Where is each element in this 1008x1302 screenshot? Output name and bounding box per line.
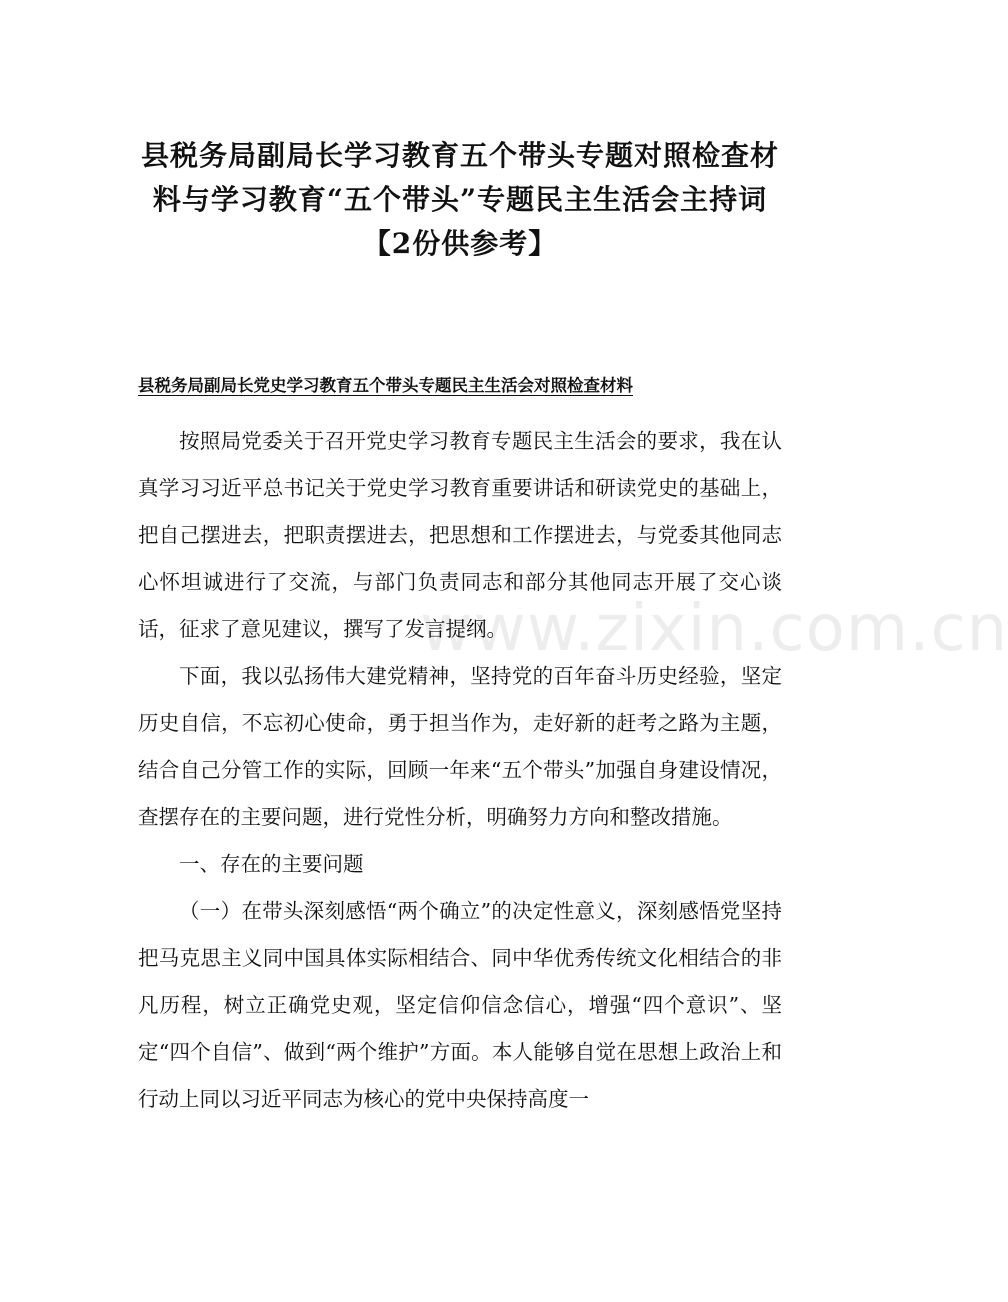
paragraph-theme: 下面，我以弘扬伟大建党精神，坚持党的百年奋斗历史经验，坚定历史自信，不忘初心使命，勇于担当作为，走好新的赶考之路为主题，结合自己分管工作的实际，回顾一年来“五个带头”加强自身建设情况，查摆存在的主要问题，进行党性分析，明确努力方向和整改措施。	[138, 664, 782, 829]
paragraph-problem-one: （一）在带头深刻感悟“两个确立”的决定性意义，深刻感悟党坚持把马克思主义同中国具体实际相结合、同中华优秀传统文化相结合的非凡历程，树立正确党史观，坚定信仰信念信心，增强“四个意识”、坚定“四个自信”、做到“两个维护”方面。本人能够自觉在思想上政治上和行动上同以习近平同志为核心的党中央保持高度一	[138, 899, 782, 1111]
watermark: www.zixin.com.cn	[420, 592, 1008, 666]
section-title: 县税务局副局长党史学习教育五个带头专题民主生活会对照检查材料	[138, 376, 633, 395]
document-title: 县税务局副局长学习教育五个带头专题对照检查材料与学习教育“五个带头”专题民主生活会主持词【2份供参考】	[140, 139, 779, 260]
paragraph-intro: 按照局党委关于召开党史学习教育专题民主生活会的要求，我在认真学习习近平总书记关于党史学习教育重要讲话和研读党史的基础上，把自己摆进去，把职责摆进去，把思想和工作摆进去，与党委其他同志心怀坦诚进行了交流，与部门负责同志和部分其他同志开展了交心谈话，征求了意见建议，撰写了发言提纲。	[138, 429, 782, 641]
heading-main-problems: 一、存在的主要问题	[179, 852, 364, 876]
document-body	[138, 418, 782, 1123]
